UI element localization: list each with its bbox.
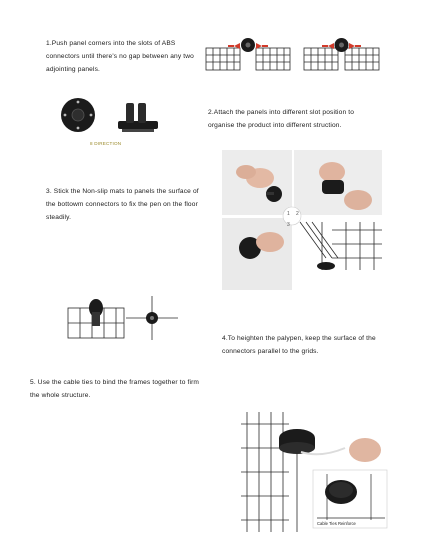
step-3-text: 3. Stick the Non-slip mats to panels the surface of the bottowm connectors to fix the pen on the floor steadily. [46,188,199,221]
cable-ties-caption: Cable Ties Reinforce [317,521,356,526]
step-3-photo-grid [222,150,382,290]
step-2-connectors-figure [56,93,166,139]
photo-number-1: 1 [287,211,290,217]
step-4-figure [66,292,182,342]
photo-number-2: 2 [296,211,299,217]
step-4-text: 4.To heighten the palypen, keep the surface of the connectors parallel to the grids. [222,335,376,355]
step-1-figure [204,28,382,74]
direction-caption: 8 DIRECTION [90,141,122,146]
step-5-cable-tie-figure [241,408,389,532]
step-5-text: 5. Use the cable ties to bind the frames together to firm the whole structure. [30,379,200,399]
step-2-text: 2.Attach the panels into different slot position to organise the product into different struction. [208,109,355,129]
photo-number-3: 3 [287,222,290,228]
step-1-text: 1.Push panel corners into the slots of ABS connectors until there's no gap between any two adjointing panels. [46,40,194,73]
